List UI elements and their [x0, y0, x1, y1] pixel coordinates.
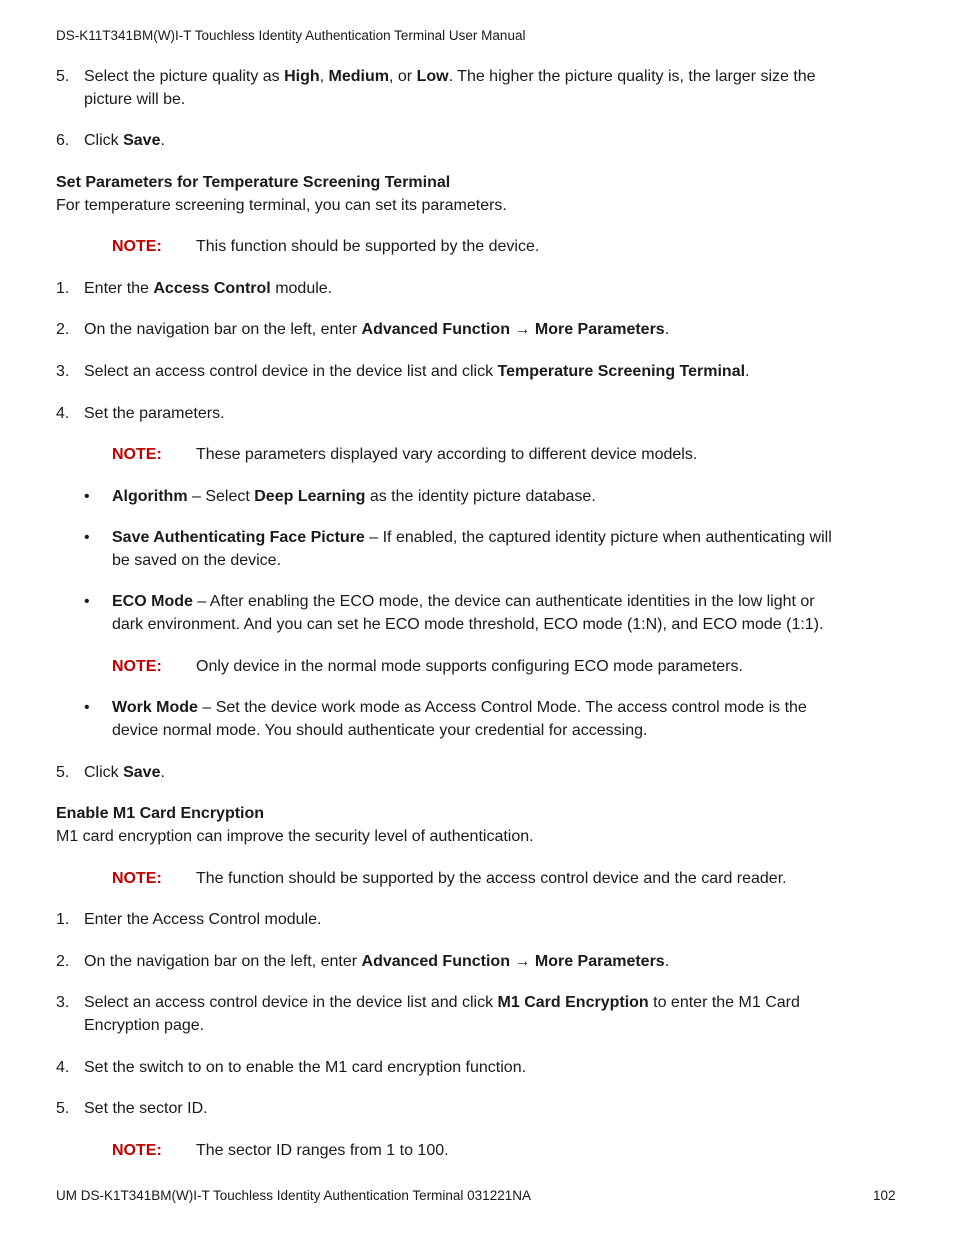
step-text: Select an access control device in the device list and click Temperature Screening Terminal.	[84, 363, 750, 380]
step-number: 4.	[56, 1059, 70, 1076]
bullet-text-continued: be saved on the device.	[112, 552, 282, 569]
step-number: 1.	[56, 911, 70, 928]
note-text: The function should be supported by the access control device and the card reader.	[196, 870, 787, 887]
step-text: Set the parameters.	[84, 405, 225, 422]
step-number: 4.	[56, 405, 70, 422]
bullet-text: Work Mode – Set the device work mode as Access Control Mode. The access control mode is the	[112, 699, 807, 716]
step-text: Enter the Access Control module.	[84, 911, 322, 928]
step-number: 1.	[56, 280, 70, 297]
bullet-text-continued: device normal mode. You should authenticate your credential for accessing.	[112, 722, 648, 739]
step-text-continued: Encryption page.	[84, 1017, 205, 1034]
bullet-marker: •	[84, 699, 90, 716]
note-text: Only device in the normal mode supports configuring ECO mode parameters.	[196, 658, 743, 675]
step-number: 6.	[56, 132, 70, 149]
note-label: NOTE:	[112, 238, 162, 255]
bullet-text-continued: dark environment. And you can set he ECO mode threshold, ECO mode (1:N), and ECO mode (1:1).	[112, 616, 824, 633]
section-heading: Set Parameters for Temperature Screening Terminal	[56, 174, 451, 191]
step-text: Select the picture quality as High, Medium, or Low. The higher the picture quality is, the larger size the	[84, 68, 816, 85]
bullet-text: ECO Mode – After enabling the ECO mode, the device can authenticate identities in the low light or	[112, 593, 815, 610]
section-heading: Enable M1 Card Encryption	[56, 805, 265, 822]
section-intro: For temperature screening terminal, you can set its parameters.	[56, 197, 507, 214]
step-text: On the navigation bar on the left, enter Advanced Function → More Parameters.	[84, 953, 670, 970]
step-number: 2.	[56, 321, 70, 338]
bullet-text: Algorithm – Select Deep Learning as the identity picture database.	[112, 488, 596, 505]
step-text: Click Save.	[84, 132, 165, 149]
note-text: These parameters displayed vary according to different device models.	[196, 446, 698, 463]
bullet-marker: •	[84, 488, 90, 505]
bullet-marker: •	[84, 593, 90, 610]
note-label: NOTE:	[112, 658, 162, 675]
bullet-marker: •	[84, 529, 90, 546]
step-number: 3.	[56, 363, 70, 380]
page-header: DS-K11T341BM(W)I-T Touchless Identity Authentication Terminal User Manual	[56, 28, 526, 43]
step-number: 2.	[56, 953, 70, 970]
step-text: Set the switch to on to enable the M1 card encryption function.	[84, 1059, 527, 1076]
step-text: Enter the Access Control module.	[84, 280, 333, 297]
note-text: This function should be supported by the device.	[196, 238, 540, 255]
page-number: 102	[873, 1188, 896, 1203]
note-label: NOTE:	[112, 446, 162, 463]
step-text: Click Save.	[84, 764, 165, 781]
note-label: NOTE:	[112, 1142, 162, 1159]
step-text: Set the sector ID.	[84, 1100, 208, 1117]
step-text-continued: picture will be.	[84, 91, 186, 108]
step-text: Select an access control device in the device list and click M1 Card Encryption to enter the M1 Card	[84, 994, 800, 1011]
step-text: On the navigation bar on the left, enter Advanced Function → More Parameters.	[84, 321, 670, 338]
section-intro: M1 card encryption can improve the security level of authentication.	[56, 828, 534, 845]
bullet-text: Save Authenticating Face Picture – If enabled, the captured identity picture when authenticating will	[112, 529, 832, 546]
note-text: The sector ID ranges from 1 to 100.	[196, 1142, 449, 1159]
step-number: 5.	[56, 68, 70, 85]
note-label: NOTE:	[112, 870, 162, 887]
step-number: 3.	[56, 994, 70, 1011]
step-number: 5.	[56, 764, 70, 781]
step-number: 5.	[56, 1100, 70, 1117]
page-footer: UM DS-K1T341BM(W)I-T Touchless Identity Authentication Terminal 031221NA	[56, 1188, 531, 1203]
